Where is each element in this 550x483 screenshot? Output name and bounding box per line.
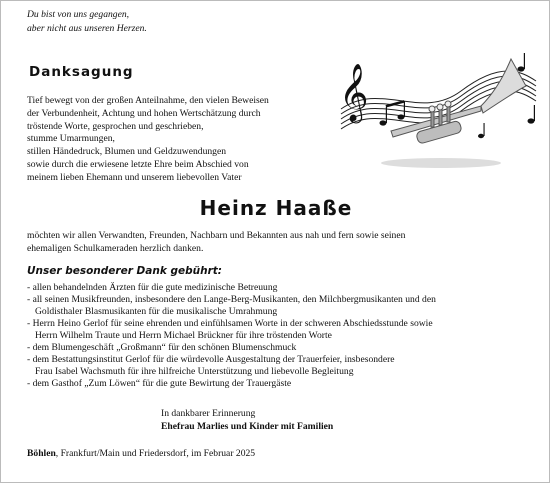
intro-line: Tief bewegt von der großen Anteilnahme, den vielen Beweisen [27, 95, 269, 106]
list-item: - Herrn Heino Gerlof für seine ehrenden und einfühlsamen Worte in der schweren Abschiedsstunde sowie [27, 318, 433, 329]
quote-line: Du bist von uns gegangen, [27, 9, 130, 20]
list-item: - dem Blumengeschäft „Großmann“ für den schönen Blumenschmuck [27, 342, 297, 353]
signature-names: Ehefrau Marlies und Kinder mit Familien [161, 421, 334, 432]
svg-text:𝄞: 𝄞 [339, 63, 369, 121]
intro-line: sowie durch die erwiesene letzte Ehre beim Abschied von [27, 158, 249, 170]
list-item: Goldisthaler Blasmusikanten für die musikalische Umrahmung [35, 306, 278, 317]
list-item: - dem Gasthof „Zum Löwen“ für die gute Bewirtung der Trauergäste [27, 378, 292, 389]
place-date-line [27, 448, 255, 459]
quote-line: aber nicht aus unseren Herzen. [27, 23, 147, 34]
intro-text [27, 95, 269, 185]
deceased-name: Heinz Haaße [199, 196, 353, 220]
body-line: ehemaligen Schulkameraden herzlich danken. [27, 242, 204, 254]
intro-line: meinem lieben Ehemann und unserem liebevollen Vater [27, 171, 242, 183]
trumpet-music-notes-icon [331, 51, 541, 171]
special-thanks-heading: Unser besonderer Dank gebührt: [27, 265, 222, 277]
list-item: Frau Isabel Wachsmuth für ihre hilfreiche Unterstützung und liebevolle Begleitung [35, 366, 354, 377]
memorial-quote [27, 8, 147, 36]
list-item: - all seinen Musikfreunden, insbesondere den Lange-Berg-Musikanten, den Milchbergmusikanten und den [27, 294, 436, 305]
intro-line: tröstende Worte, gesprochen und geschrieben, [27, 120, 204, 132]
page-title: Danksagung [29, 64, 134, 80]
thanks-text [27, 230, 405, 256]
body-line: möchten wir allen Verwandten, Freunden, Nachbarn und Bekannten aus nah und fern sowie seinen [27, 230, 406, 241]
list-item: Herrn Wilhelm Traute und Herrn Michael Brückner für ihre tröstenden Worte [35, 330, 332, 341]
list-item: - allen behandelnden Ärzten für die gute medizinische Betreuung [27, 282, 278, 293]
place-date-rest: , Frankfurt/Main und Friedersdorf, im Februar 2025 [55, 448, 256, 459]
signature-block [161, 407, 333, 433]
intro-line: stillen Händedruck, Blumen und Geldzuwendungen [27, 146, 227, 158]
intro-line: stumme Umarmungen, [27, 133, 115, 145]
place-name: Böhlen [27, 448, 56, 459]
list-item: - dem Bestattungsinstitut Gerlof für die würdevolle Ausgestaltung der Trauerfeier, insbesondere [27, 354, 395, 365]
special-thanks-list [27, 282, 436, 390]
signature-line: In dankbarer Erinnerung [161, 408, 256, 419]
intro-line: der Verbundenheit, Achtung und hohen Wertschätzung durch [27, 107, 261, 119]
